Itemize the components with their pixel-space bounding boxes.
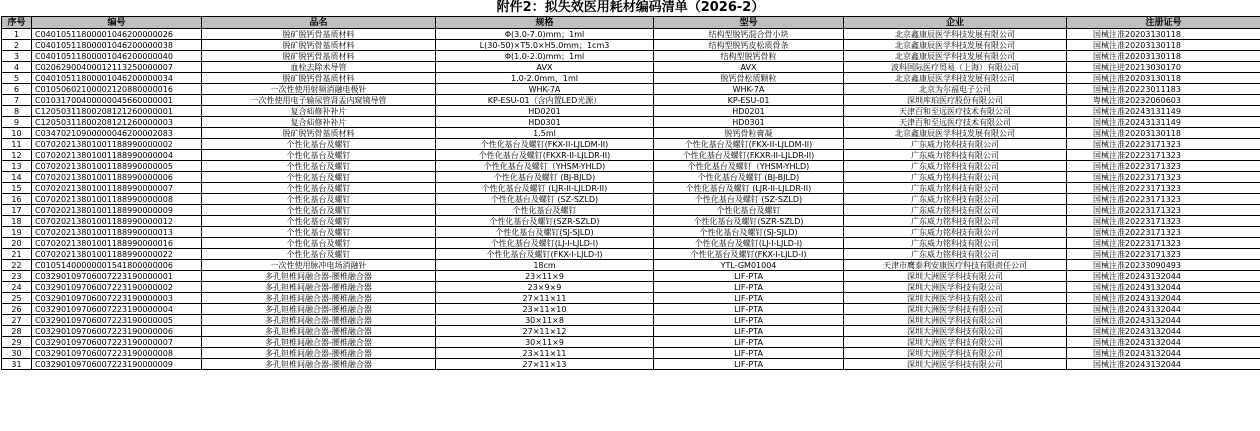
table-row <box>2 260 1260 271</box>
cell-product-name[interactable]: 个性化基台及螺钉 <box>202 249 436 260</box>
cell-code[interactable]: C07020213801001188990000022 <box>32 249 202 260</box>
cell-index[interactable]: 7 <box>2 95 32 106</box>
table-row <box>2 293 1260 304</box>
cell-registration[interactable]: 国械注准20223171323 <box>1067 227 1260 238</box>
cell-specification[interactable]: 30×11×9 <box>436 337 654 348</box>
cell-index[interactable]: 23 <box>2 271 32 282</box>
cell-code[interactable]: C03290109706007223190000007 <box>32 337 202 348</box>
cell-company[interactable]: 广东威力铭科技有限公司 <box>844 227 1067 238</box>
cell-code[interactable]: C12050311800208121260000001 <box>32 106 202 117</box>
cell-product-name[interactable]: 脱矿脱钙骨基质材料 <box>202 128 436 139</box>
cell-registration[interactable]: 国械注准20223171323 <box>1067 183 1260 194</box>
cell-company[interactable]: 广东威力铭科技有限公司 <box>844 205 1067 216</box>
cell-index[interactable]: 20 <box>2 238 32 249</box>
cell-specification[interactable]: 1.0-2.0mm，1ml <box>436 73 654 84</box>
cell-model[interactable]: 个性化基台及螺钉(SZR-SZLD) <box>654 216 844 227</box>
cell-model[interactable]: YTL-GM01004 <box>654 260 844 271</box>
table-row <box>2 161 1260 172</box>
cell-product-name[interactable]: 多孔钽椎间融合器-腰椎融合器 <box>202 315 436 326</box>
cell-index[interactable]: 13 <box>2 161 32 172</box>
cell-registration[interactable]: 国械注准20203130118 <box>1067 51 1260 62</box>
col-header-company[interactable]: 企业 <box>844 17 1067 29</box>
cell-model[interactable]: LIF-PTA <box>654 359 844 370</box>
cell-code[interactable]: C07020213801001188990000013 <box>32 227 202 238</box>
cell-model[interactable]: LIF-PTA <box>654 315 844 326</box>
col-header-registration[interactable]: 注册证号 <box>1067 17 1260 29</box>
cell-registration[interactable]: 国械注准20243132044 <box>1067 282 1260 293</box>
cell-code[interactable]: C07020213801001188990000004 <box>32 150 202 161</box>
cell-specification[interactable]: 23×9×9 <box>436 282 654 293</box>
cell-model[interactable]: 个性化基台及螺钉（YHSM-YHLD) <box>654 161 844 172</box>
cell-specification[interactable]: 个性化基台及螺钉(FKX-I-LJLD-I) <box>436 249 654 260</box>
page-title: 附件2：拟失效医用耗材编码清单（2026-2） <box>496 0 765 15</box>
cell-specification[interactable]: 23×11×10 <box>436 304 654 315</box>
cell-product-name[interactable]: 多孔钽椎间融合器-腰椎融合器 <box>202 337 436 348</box>
cell-index[interactable]: 4 <box>2 62 32 73</box>
table-row <box>2 117 1260 128</box>
cell-product-name[interactable]: 个性化基台及螺钉 <box>202 150 436 161</box>
cell-company[interactable]: 波科国际医疗贸易（上海）有限公司 <box>844 62 1067 73</box>
cell-registration[interactable]: 国械注准20203130118 <box>1067 29 1260 40</box>
cell-specification[interactable]: KP-ESU-01（含内置LED光源） <box>436 95 654 106</box>
cell-specification[interactable]: 个性化基台及螺钉 (SZ-SZLD) <box>436 194 654 205</box>
table-row <box>2 84 1260 95</box>
table-row <box>2 29 1260 40</box>
cell-registration[interactable]: 国械注准20223171323 <box>1067 150 1260 161</box>
col-header-product-name[interactable]: 品名 <box>202 17 436 29</box>
cell-code[interactable]: C07020213801001188990000016 <box>32 238 202 249</box>
cell-company[interactable]: 深圳大洲医学科技有限公司 <box>844 282 1067 293</box>
cell-company[interactable]: 天津市鹰泰利安康医疗科技有限责任公司 <box>844 260 1067 271</box>
cell-specification[interactable]: 1.5ml <box>436 128 654 139</box>
table-row <box>2 172 1260 183</box>
cell-registration[interactable]: 国械注准20223011183 <box>1067 84 1260 95</box>
cell-code[interactable]: C03290109706007223190000002 <box>32 282 202 293</box>
cell-company[interactable]: 深圳大洲医学科技有限公司 <box>844 348 1067 359</box>
cell-registration[interactable]: 国械注准20243132044 <box>1067 293 1260 304</box>
cell-specification[interactable]: 个性化基台及螺钉(FKXR-II-LJLDR-II) <box>436 150 654 161</box>
cell-index[interactable]: 19 <box>2 227 32 238</box>
cell-code[interactable]: C01031700400000045660000001 <box>32 95 202 106</box>
cell-company[interactable]: 广东威力铭科技有限公司 <box>844 161 1067 172</box>
cell-model[interactable]: LIF-PTA <box>654 271 844 282</box>
table-row <box>2 359 1260 370</box>
cell-specification[interactable]: 18cm <box>436 260 654 271</box>
cell-model[interactable]: HD0301 <box>654 117 844 128</box>
cell-company[interactable]: 广东威力铭科技有限公司 <box>844 194 1067 205</box>
cell-index[interactable]: 29 <box>2 337 32 348</box>
cell-index[interactable]: 17 <box>2 205 32 216</box>
cell-company[interactable]: 广东威力铭科技有限公司 <box>844 150 1067 161</box>
cell-model[interactable]: 个性化基台及螺钉 (BJ-BJLD) <box>654 172 844 183</box>
cell-product-name[interactable]: 个性化基台及螺钉 <box>202 139 436 150</box>
table-row <box>2 128 1260 139</box>
cell-product-name[interactable]: 一次性使用脉冲电场消融针 <box>202 260 436 271</box>
cell-code[interactable]: C07020213801001188990000007 <box>32 183 202 194</box>
cell-product-name[interactable]: 脱矿脱钙骨基质材料 <box>202 73 436 84</box>
cell-specification[interactable]: 个性化基台及螺钉(LJ-I-LJLD-I) <box>436 238 654 249</box>
cell-registration[interactable]: 国械注准20223171323 <box>1067 216 1260 227</box>
cell-registration[interactable]: 国械注准20223171323 <box>1067 194 1260 205</box>
cell-product-name[interactable]: 复合疝修补补片 <box>202 106 436 117</box>
cell-index[interactable]: 5 <box>2 73 32 84</box>
cell-product-name[interactable]: 脱矿脱钙骨基质材料 <box>202 40 436 51</box>
cell-product-name[interactable]: 复合疝修补补片 <box>202 117 436 128</box>
cell-product-name[interactable]: 多孔钽椎间融合器-腰椎融合器 <box>202 348 436 359</box>
cell-company[interactable]: 北京鑫康辰医学科技发展有限公司 <box>844 40 1067 51</box>
cell-company[interactable]: 北京为尔福电子公司 <box>844 84 1067 95</box>
cell-code[interactable]: C04010511800001046200000038 <box>32 40 202 51</box>
table-row <box>2 271 1260 282</box>
table-row <box>2 139 1260 150</box>
table-row <box>2 238 1260 249</box>
table-row <box>2 73 1260 84</box>
cell-code[interactable]: C03290109706007223190000005 <box>32 315 202 326</box>
cell-company[interactable]: 深圳大洲医学科技有限公司 <box>844 315 1067 326</box>
cell-product-name[interactable]: 个性化基台及螺钉 <box>202 194 436 205</box>
cell-company[interactable]: 深圳库珀医疗股份有限公司 <box>844 95 1067 106</box>
cell-registration[interactable]: 国械注准20243132044 <box>1067 304 1260 315</box>
cell-company[interactable]: 深圳大洲医学科技有限公司 <box>844 337 1067 348</box>
cell-registration[interactable]: 国械注准20243132044 <box>1067 359 1260 370</box>
cell-product-name[interactable]: 一次性使用射频消融电极针 <box>202 84 436 95</box>
cell-model[interactable]: 脱钙骨粒膏凝 <box>654 128 844 139</box>
cell-specification[interactable]: HD0301 <box>436 117 654 128</box>
cell-specification[interactable]: 个性化基台及螺钉(SJ-SJLD) <box>436 227 654 238</box>
table-row <box>2 337 1260 348</box>
cell-company[interactable]: 北京鑫康辰医学科技发展有限公司 <box>844 29 1067 40</box>
cell-index[interactable]: 6 <box>2 84 32 95</box>
cell-model[interactable]: WHK-7A <box>654 84 844 95</box>
cell-specification[interactable]: 27×11×11 <box>436 293 654 304</box>
table-row <box>2 150 1260 161</box>
cell-product-name[interactable]: 个性化基台及螺钉 <box>202 172 436 183</box>
cell-product-name[interactable]: 多孔钽椎间融合器-腰椎融合器 <box>202 359 436 370</box>
cell-specification[interactable]: 23×11×11 <box>436 348 654 359</box>
cell-company[interactable]: 天津百和至远医疗技术有限公司 <box>844 106 1067 117</box>
cell-code[interactable]: C07020213801001188990000008 <box>32 194 202 205</box>
cell-code[interactable]: C03290109706007223190000003 <box>32 293 202 304</box>
cell-index[interactable]: 15 <box>2 183 32 194</box>
cell-model[interactable]: 结构型脱钙骨粒 <box>654 51 844 62</box>
cell-registration[interactable]: 国械注准20203130118 <box>1067 40 1260 51</box>
col-header-model[interactable]: 型号 <box>654 17 844 29</box>
cell-product-name[interactable]: 脱矿脱钙骨基质材料 <box>202 51 436 62</box>
cell-code[interactable]: C04010511800001046200000034 <box>32 73 202 84</box>
cell-product-name[interactable]: 多孔钽椎间融合器-腰椎融合器 <box>202 293 436 304</box>
table-row <box>2 40 1260 51</box>
cell-index[interactable]: 9 <box>2 117 32 128</box>
table-row <box>2 348 1260 359</box>
cell-company[interactable]: 深圳大洲医学科技有限公司 <box>844 293 1067 304</box>
cell-specification[interactable]: AVX <box>436 62 654 73</box>
cell-product-name[interactable]: 脱矿脱钙骨基质材料 <box>202 29 436 40</box>
cell-code[interactable]: C07020213801001188990000006 <box>32 172 202 183</box>
table-row <box>2 95 1260 106</box>
cell-model[interactable]: HD0201 <box>654 106 844 117</box>
cell-registration[interactable]: 国械注准20203130118 <box>1067 128 1260 139</box>
cell-index[interactable]: 12 <box>2 150 32 161</box>
cell-model[interactable]: LIF-PTA <box>654 282 844 293</box>
cell-registration[interactable]: 国械注进20213030170 <box>1067 62 1260 73</box>
cell-code[interactable]: C12050311800208121260000003 <box>32 117 202 128</box>
cell-index[interactable]: 10 <box>2 128 32 139</box>
table-row <box>2 194 1260 205</box>
cell-registration[interactable]: 国械注准20243131149 <box>1067 117 1260 128</box>
table-row <box>2 106 1260 117</box>
cell-specification[interactable]: L(30-50)×T5.0×H5.0mm；1cm3 <box>436 40 654 51</box>
cell-index[interactable]: 1 <box>2 29 32 40</box>
cell-product-name[interactable]: 个性化基台及螺钉 <box>202 227 436 238</box>
cell-code[interactable]: C07020213801001188990000002 <box>32 139 202 150</box>
cell-code[interactable]: C04010511800001046200000040 <box>32 51 202 62</box>
table-row <box>2 62 1260 73</box>
cell-model[interactable]: LIF-PTA <box>654 304 844 315</box>
cell-company[interactable]: 广东威力铭科技有限公司 <box>844 139 1067 150</box>
cell-specification[interactable]: 个性化基台及螺钉 (BJ-BJLD) <box>436 172 654 183</box>
cell-product-name[interactable]: 多孔钽椎间融合器-腰椎融合器 <box>202 282 436 293</box>
cell-specification[interactable]: 个性化基台及螺钉 <box>436 205 654 216</box>
cell-index[interactable]: 31 <box>2 359 32 370</box>
cell-index[interactable]: 22 <box>2 260 32 271</box>
cell-code[interactable]: C03290109706007223190000006 <box>32 326 202 337</box>
table-row <box>2 51 1260 62</box>
cell-index[interactable]: 26 <box>2 304 32 315</box>
cell-registration[interactable]: 国械注准20243132044 <box>1067 315 1260 326</box>
cell-model[interactable]: 结构型脱钙混合骨小块 <box>654 29 844 40</box>
cell-specification[interactable]: 23×11×9 <box>436 271 654 282</box>
cell-model[interactable]: 个性化基台及螺钉(FKX-II-LJLDM-II) <box>654 139 844 150</box>
col-header-code[interactable]: 编号 <box>32 17 202 29</box>
cell-registration[interactable]: 国械注准20223171323 <box>1067 249 1260 260</box>
cell-registration[interactable]: 国械注准20203130118 <box>1067 73 1260 84</box>
cell-company[interactable]: 北京鑫康辰医学科技发展有限公司 <box>844 128 1067 139</box>
cell-product-name[interactable]: 个性化基台及螺钉 <box>202 161 436 172</box>
cell-company[interactable]: 北京鑫康辰医学科技发展有限公司 <box>844 73 1067 84</box>
cell-company[interactable]: 深圳大洲医学科技有限公司 <box>844 271 1067 282</box>
cell-registration[interactable]: 国械注准20243132044 <box>1067 348 1260 359</box>
cell-index[interactable]: 30 <box>2 348 32 359</box>
cell-code[interactable]: C07020213801001188990000012 <box>32 216 202 227</box>
cell-specification[interactable]: 个性化基台及螺钉（YHSM-YHLD) <box>436 161 654 172</box>
cell-model[interactable]: 个性化基台及螺钉(SJ-SJLD) <box>654 227 844 238</box>
cell-product-name[interactable]: 个性化基台及螺钉 <box>202 216 436 227</box>
cell-specification[interactable]: Φ(1.0-2.0)mm；1ml <box>436 51 654 62</box>
cell-specification[interactable]: Φ(3.0-7.0)mm；1ml <box>436 29 654 40</box>
cell-registration[interactable]: 国械注准20233090493 <box>1067 260 1260 271</box>
cell-model[interactable]: KP-ESU-01 <box>654 95 844 106</box>
cell-model[interactable]: LIF-PTA <box>654 293 844 304</box>
table-row <box>2 282 1260 293</box>
cell-model[interactable]: 个性化基台及螺钉 (LJR-II-LJLDR-II) <box>654 183 844 194</box>
cell-code[interactable]: C01050602100002120880000016 <box>32 84 202 95</box>
cell-registration[interactable]: 国械注准20223171323 <box>1067 238 1260 249</box>
cell-index[interactable]: 27 <box>2 315 32 326</box>
cell-specification[interactable]: 27×11×13 <box>436 359 654 370</box>
cell-model[interactable]: LIF-PTA <box>654 326 844 337</box>
cell-company[interactable]: 广东威力铭科技有限公司 <box>844 216 1067 227</box>
cell-product-name[interactable]: 血栓去除术导管 <box>202 62 436 73</box>
table-row <box>2 205 1260 216</box>
cell-specification[interactable]: WHK-7A <box>436 84 654 95</box>
cell-registration[interactable]: 国械注准20243132044 <box>1067 337 1260 348</box>
cell-index[interactable]: 25 <box>2 293 32 304</box>
cell-company[interactable]: 深圳大洲医学科技有限公司 <box>844 304 1067 315</box>
cell-specification[interactable]: 个性化基台及螺钉 (LJR-II-LJLDR-II) <box>436 183 654 194</box>
cell-model[interactable]: AVX <box>654 62 844 73</box>
cell-company[interactable]: 广东威力铭科技有限公司 <box>844 183 1067 194</box>
cell-registration[interactable]: 粤械注准20232060603 <box>1067 95 1260 106</box>
header-row <box>2 17 1260 29</box>
cell-model[interactable]: 个性化基台及螺钉(FKXR-II-LJLDR-II) <box>654 150 844 161</box>
cell-model[interactable]: LIF-PTA <box>654 337 844 348</box>
cell-model[interactable]: 个性化基台及螺钉(LJ-I-LJLD-I) <box>654 238 844 249</box>
cell-registration[interactable]: 国械注准20223171323 <box>1067 139 1260 150</box>
cell-model[interactable]: 个性化基台及螺钉 (SZ-SZLD) <box>654 194 844 205</box>
cell-specification[interactable]: HD0201 <box>436 106 654 117</box>
table-row <box>2 326 1260 337</box>
cell-product-name[interactable]: 个性化基台及螺钉 <box>202 205 436 216</box>
cell-registration[interactable]: 国械注准20223171323 <box>1067 161 1260 172</box>
cell-registration[interactable]: 国械注准20223171323 <box>1067 205 1260 216</box>
table-row <box>2 249 1260 260</box>
cell-product-name[interactable]: 一次性使用电子输尿管肾盂内窥镜导管 <box>202 95 436 106</box>
cell-code[interactable]: C03290109706007223190000009 <box>32 359 202 370</box>
col-header-specification[interactable]: 规格 <box>436 17 654 29</box>
cell-company[interactable]: 深圳大洲医学科技有限公司 <box>844 359 1067 370</box>
cell-registration[interactable]: 国械注准20223171323 <box>1067 172 1260 183</box>
cell-index[interactable]: 3 <box>2 51 32 62</box>
cell-code[interactable]: C01051400000001541800000006 <box>32 260 202 271</box>
cell-code[interactable]: C03290109706007223190000008 <box>32 348 202 359</box>
cell-model[interactable]: 结构型脱钙皮松质骨条 <box>654 40 844 51</box>
cell-code[interactable]: C07020213801001188990000009 <box>32 205 202 216</box>
cell-code[interactable]: C07020213801001188990000005 <box>32 161 202 172</box>
cell-code[interactable]: C03290109706007223190000001 <box>32 271 202 282</box>
cell-product-name[interactable]: 多孔钽椎间融合器-腰椎融合器 <box>202 271 436 282</box>
table-row <box>2 227 1260 238</box>
cell-company[interactable]: 广东威力铭科技有限公司 <box>844 172 1067 183</box>
cell-registration[interactable]: 国械注准20243131149 <box>1067 106 1260 117</box>
table-row <box>2 183 1260 194</box>
cell-index[interactable]: 14 <box>2 172 32 183</box>
cell-product-name[interactable]: 多孔钽椎间融合器-腰椎融合器 <box>202 304 436 315</box>
cell-specification[interactable]: 27×11×12 <box>436 326 654 337</box>
cell-specification[interactable]: 个性化基台及螺钉(SZR-SZLD) <box>436 216 654 227</box>
cell-index[interactable]: 18 <box>2 216 32 227</box>
cell-code[interactable]: C04010511800001046200000026 <box>32 29 202 40</box>
cell-index[interactable]: 11 <box>2 139 32 150</box>
table-row <box>2 315 1260 326</box>
cell-code[interactable]: C03470210900000046200002083 <box>32 128 202 139</box>
cell-index[interactable]: 2 <box>2 40 32 51</box>
cell-model[interactable]: 个性化基台及螺钉(FKX-I-LJLD-I) <box>654 249 844 260</box>
cell-code[interactable]: C03290109706007223190000004 <box>32 304 202 315</box>
cell-company[interactable]: 广东威力铭科技有限公司 <box>844 238 1067 249</box>
table-row <box>2 304 1260 315</box>
cell-model[interactable]: 脱钙骨松质颗粒 <box>654 73 844 84</box>
cell-product-name[interactable]: 个性化基台及螺钉 <box>202 238 436 249</box>
cell-index[interactable]: 21 <box>2 249 32 260</box>
table-row <box>2 216 1260 227</box>
cell-product-name[interactable]: 多孔钽椎间融合器-腰椎融合器 <box>202 326 436 337</box>
cell-code[interactable]: C02062900400012113250000007 <box>32 62 202 73</box>
cell-company[interactable]: 深圳大洲医学科技有限公司 <box>844 326 1067 337</box>
cell-index[interactable]: 16 <box>2 194 32 205</box>
cell-company[interactable]: 广东威力铭科技有限公司 <box>844 249 1067 260</box>
cell-model[interactable]: 个性化基台及螺钉 <box>654 205 844 216</box>
cell-model[interactable]: LIF-PTA <box>654 348 844 359</box>
cell-specification[interactable]: 30×11×8 <box>436 315 654 326</box>
cell-registration[interactable]: 国械注准20243132044 <box>1067 326 1260 337</box>
cell-index[interactable]: 28 <box>2 326 32 337</box>
cell-company[interactable]: 天津百和至远医疗技术有限公司 <box>844 117 1067 128</box>
cell-specification[interactable]: 个性化基台及螺钉(FKX-II-LJLDM-II) <box>436 139 654 150</box>
cell-company[interactable]: 北京鑫康辰医学科技发展有限公司 <box>844 51 1067 62</box>
cell-product-name[interactable]: 个性化基台及螺钉 <box>202 183 436 194</box>
cell-registration[interactable]: 国械注准20243132044 <box>1067 271 1260 282</box>
col-header-index[interactable]: 序号 <box>2 17 32 29</box>
cell-index[interactable]: 24 <box>2 282 32 293</box>
cell-index[interactable]: 8 <box>2 106 32 117</box>
data-table <box>1 16 1260 370</box>
